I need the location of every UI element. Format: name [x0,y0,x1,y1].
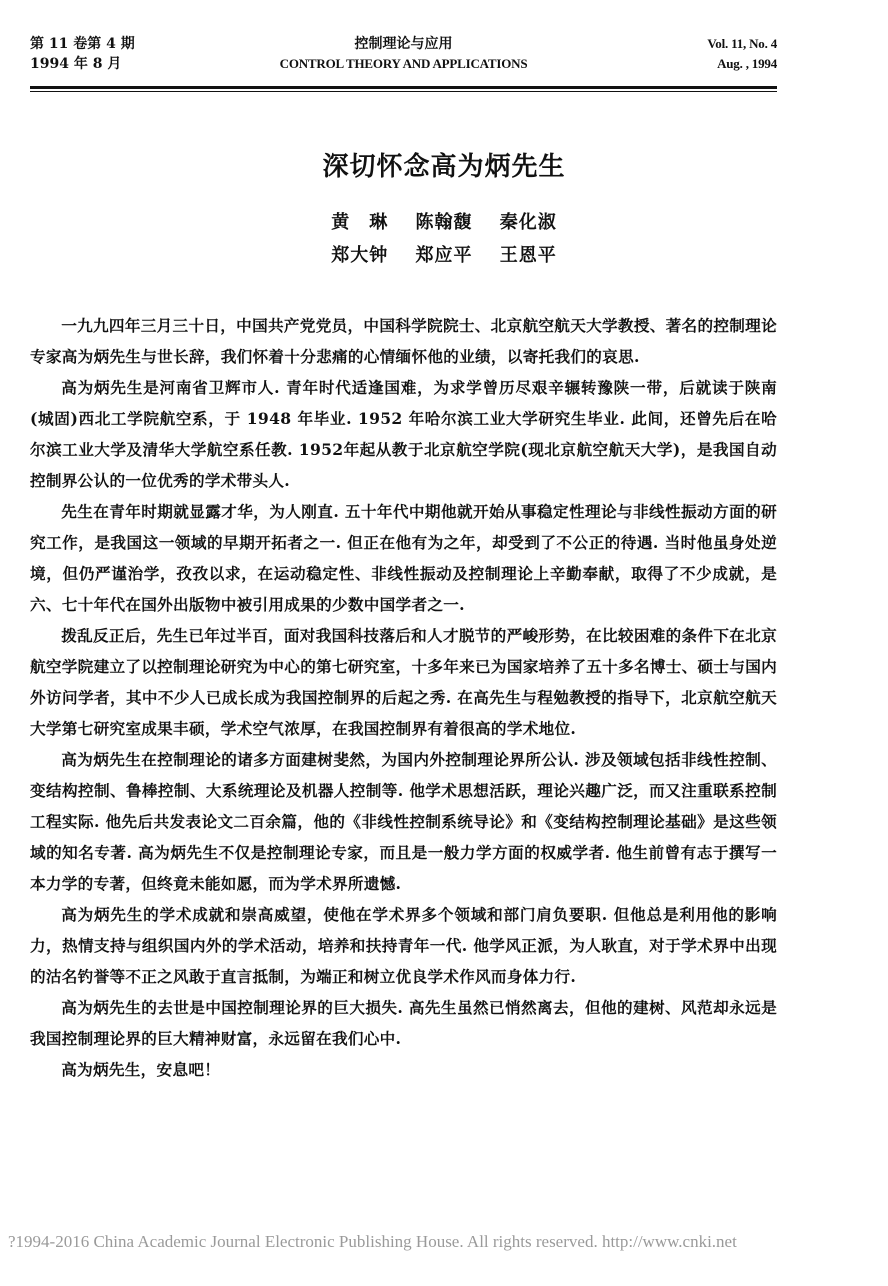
article-title: 深切怀念高为炳先生 [322,152,566,182]
authors-row-2 [0,241,888,267]
author-name: 郑大钟 [331,245,389,266]
volume-issue-cn: 第 11 卷第 4 期 [30,36,135,52]
paragraph: 高为炳先生是河南省卫辉市人. 青年时代适逢国难，为求学曾历尽艰辛辗转豫陕一带，后就读于陕南(城固)西北工学院航空系，于 1948 年毕业. 1952 年哈尔滨工业大学研究生毕业. 此间，还曾先后在哈尔滨工业大学及清华大学航空系任教. 1952年起从教于北京航空学院(现北京航空航天大学)，是我国自动控制界公认的一位优秀的学术带头人. [30,378,777,490]
article-body [30,310,777,1085]
author-name: 黄 琳 [331,212,389,233]
date-cn: 1994 年 8 月 [30,56,122,72]
author-name: 王恩平 [499,245,557,266]
issue-info-en [707,34,777,74]
authors-row-1 [0,208,888,234]
paragraph: 高为炳先生在控制理论的诸多方面建树斐然，为国内外控制理论界所公认. 涉及领域包括非线性控制、变结构控制、鲁棒控制、大系统理论及机器人控制等. 他学术思想活跃，理论兴趣广泛，而又注重联系控制工程实际. 他先后共发表论文二百余篇，他的《非线性控制系统导论》和《变结构控制理论基础》是这些领域的知名专著. 高为炳先生不仅是控制理论专家，而且是一般力学方面的权威学者. 他生前曾有志于撰写一本力学的专著，但终竟未能如愿，而为学术界所遗憾. [30,750,777,893]
date-en: Aug. , 1994 [717,56,777,71]
copyright-watermark: ?1994-2016 China Academic Journal Electronic Publishing House. All rights reserved. http://www.cnki.net [8,1232,737,1251]
header-rule-thick [30,86,777,89]
paragraph: 一九九四年三月三十日，中国共产党党员，中国科学院院士、北京航空航天大学教授、著名的控制理论专家高为炳先生与世长辞，我们怀着十分悲痛的心情缅怀他的业绩，以寄托我们的哀思. [30,316,777,366]
paragraph: 高为炳先生，安息吧！ [61,1060,221,1079]
paragraph: 拨乱反正后，先生已年过半百，面对我国科技落后和人才脱节的严峻形势，在比较困难的条件下在北京航空学院建立了以控制理论研究为中心的第七研究室，十多年来已为国家培养了五十多名博士、硕士与国内外访问学者，其中不少人已成长成为我国控制界的后起之秀. 在高先生与程勉教授的指导下，北京航空航天大学第七研究室成果丰硕，学术空气浓厚，在我国控制界有着很高的学术地位. [30,626,778,738]
author-name: 陈翰馥 [415,212,473,233]
paragraph: 高为炳先生的学术成就和崇高威望，使他在学术界多个领域和部门肩负要职. 但他总是利用他的影响力，热情支持与组织国内外的学术活动，培养和扶持青年一代. 他学风正派，为人耿直，对于学术界中出现的沽名钓誉等不正之风敢于直言抵制，为端正和树立优良学术作风而身体力行. [30,905,777,986]
paragraph: 先生在青年时期就显露才华，为人刚直. 五十年代中期他就开始从事稳定性理论与非线性振动方面的研究工作，是我国这一领域的早期开拓者之一. 但正在他有为之年，却受到了不公正的待遇. 当时他虽身处逆境，但仍严谨治学，孜孜以求，在运动稳定性、非线性振动及控制理论上辛勤奉献，取得了不少成就，是六、七十年代在国外出版物中被引用成果的少数中国学者之一. [30,502,777,614]
journal-name [30,34,777,74]
paragraph: 高为炳先生的去世是中国控制理论界的巨大损失. 高先生虽然已悄然离去，但他的建树、风范却永远是我国控制理论界的巨大精神财富，永远留在我们心中. [30,998,777,1048]
author-name: 郑应平 [415,245,473,266]
journal-name-en: CONTROL THEORY AND APPLICATIONS [279,56,528,71]
journal-header [30,34,777,84]
journal-name-cn: 控制理论与应用 [354,36,453,52]
header-rule-thin [30,91,777,92]
volume-issue-en: Vol. 11, No. 4 [707,36,777,51]
author-name: 秦化淑 [499,212,557,233]
